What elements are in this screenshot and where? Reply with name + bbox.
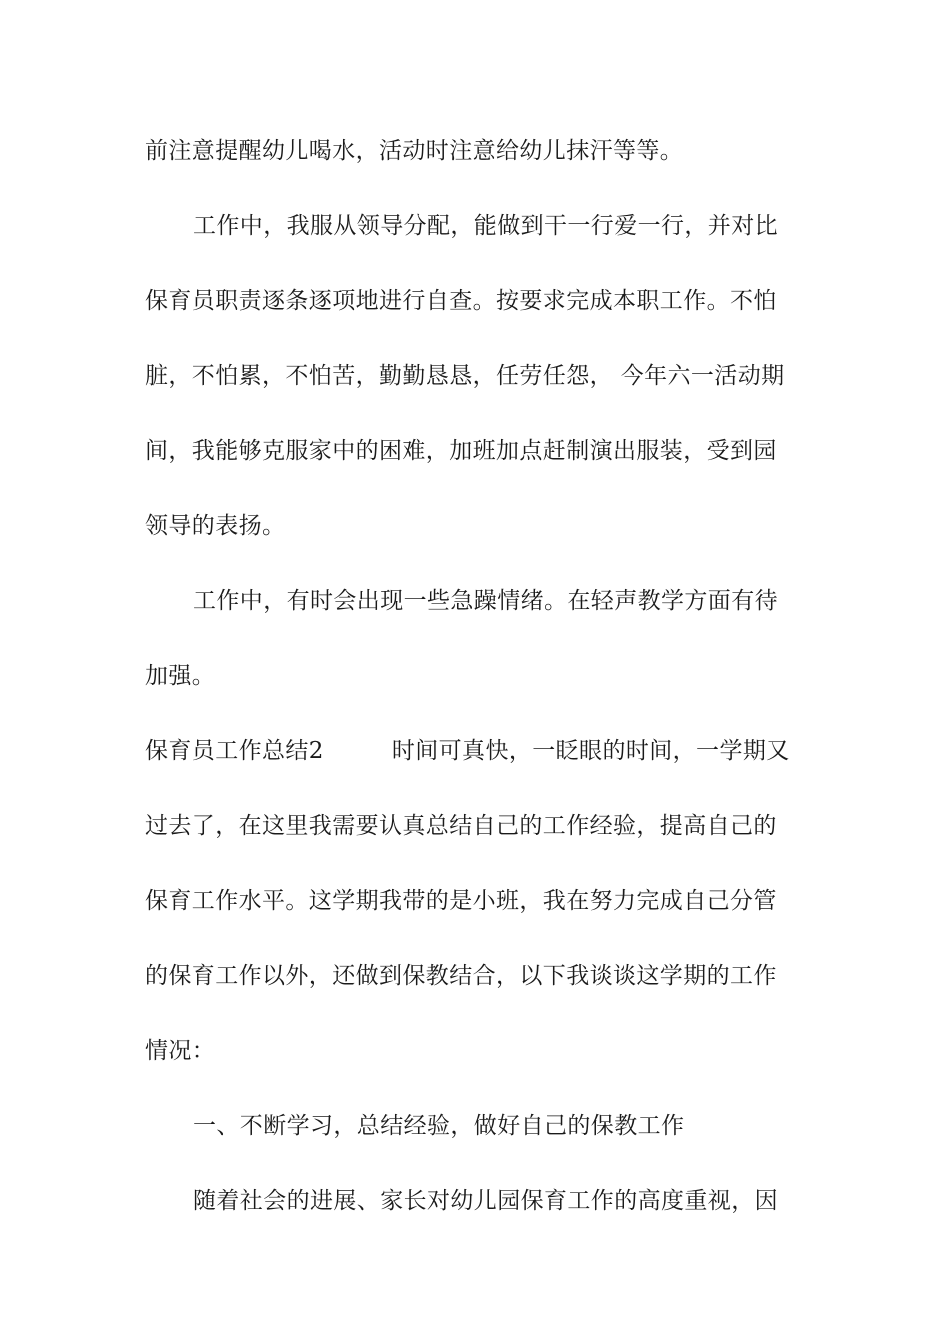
- text-line: 脏，不怕累，不怕苦，勤勤恳恳，任劳任怨， 今年六一活动期: [145, 363, 785, 389]
- text-line: 保育工作水平。这学期我带的是小班，我在努力完成自己分管: [145, 888, 777, 914]
- text-line: 过去了，在这里我需要认真总结自己的工作经验，提高自己的: [145, 813, 777, 839]
- text-line: 情况：: [145, 1038, 216, 1064]
- paragraph-first-line: 随着社会的进展、家长对幼儿园保育工作的高度重视，因: [193, 1188, 778, 1214]
- paragraph-first-line: 工作中，我服从领导分配，能做到干一行爱一行，并对比: [193, 213, 778, 239]
- subheading-line: 一、不断学习，总结经验，做好自己的保教工作: [193, 1113, 685, 1139]
- section-heading-line: [145, 736, 825, 766]
- text-line: 的保育工作以外，还做到保教结合，以下我谈谈这学期的工作: [145, 963, 777, 989]
- section-opening-text: 时间可真快，一眨眼的时间，一学期又: [391, 738, 790, 764]
- text-line: 间，我能够克服家中的困难，加班加点赶制演出服装，受到园: [145, 438, 777, 464]
- text-line: 前注意提醒幼儿喝水，活动时注意给幼儿抹汗等等。: [145, 138, 684, 164]
- text-line: 保育员职责逐条逐项地进行自查。按要求完成本职工作。不怕: [145, 288, 777, 314]
- section-title: 保育员工作总结2: [145, 738, 324, 764]
- text-line: 加强。: [145, 663, 216, 689]
- text-line: 领导的表扬。: [145, 513, 286, 539]
- paragraph-first-line: 工作中，有时会出现一些急躁情绪。在轻声教学方面有待: [193, 588, 778, 614]
